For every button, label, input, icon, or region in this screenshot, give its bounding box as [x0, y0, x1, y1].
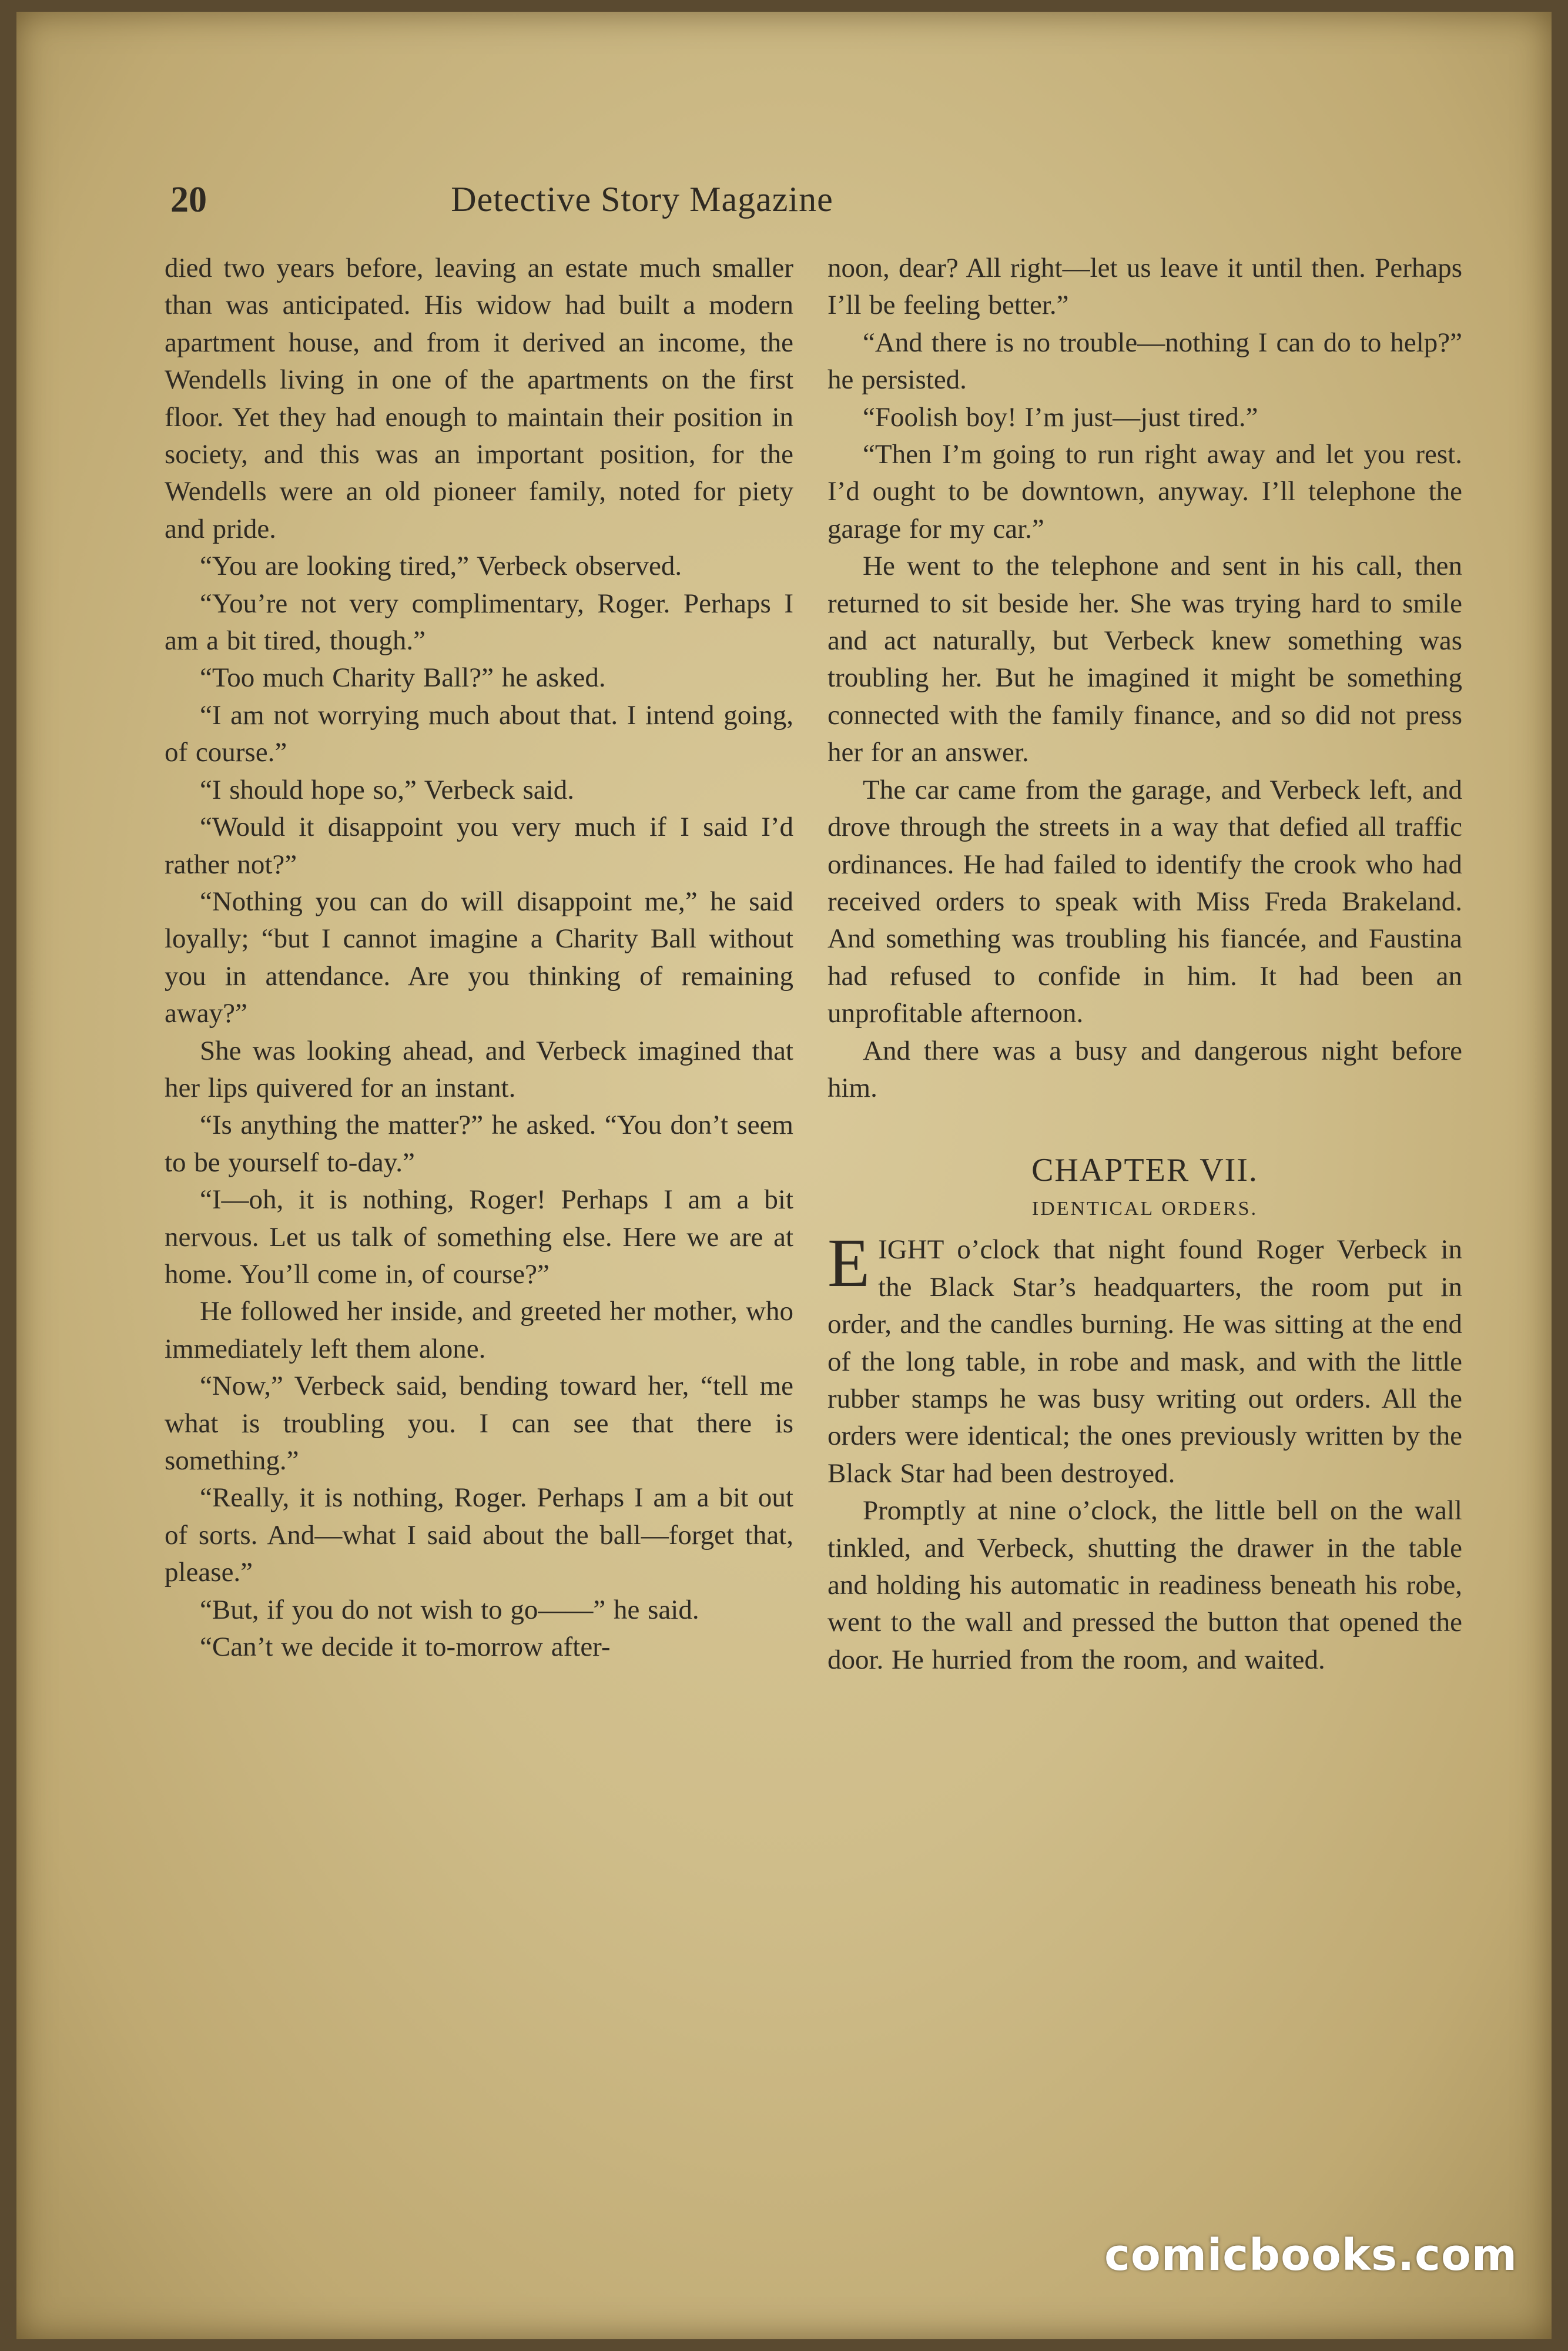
magazine-page — [16, 12, 1552, 2339]
paragraph: “But, if you do not wish to go——” he said. — [200, 1594, 699, 1625]
paragraph: “I am not worrying much about that. I intend going, of course.” — [165, 699, 793, 768]
chapter-title: CHAPTER VII. — [1031, 1152, 1258, 1189]
paragraph: “Nothing you can do will disappoint me,” he said loyally; “but I cannot imagine a Charity Ball without you in attendance. Are you thinking of remaining away?” — [165, 886, 793, 1029]
paragraph: died two years before, leaving an estate much smaller than was anticipated. His widow had built a modern apartment house, and from it derived an income, the Wendells living in one of the apartments on the first floor. Yet they had enough to maintain their position in society, and this was an important position, for the Wendells were an old pioneer family, noted for piety and pride. — [165, 253, 793, 544]
paragraph: “You’re not very complimentary, Roger. Perhaps I am a bit tired, though.” — [165, 588, 793, 657]
paragraph: “I—oh, it is nothing, Roger! Perhaps I am a bit nervous. Let us talk of something else. Here we are at home. You’ll come in, of course?” — [165, 1184, 793, 1290]
paragraph: The car came from the garage, and Verbeck left, and drove through the streets in a way that defied all traffic ordinances. He had failed to identify the crook who had received orders to speak with Miss Freda Brakeland. And something was troubling his fiancée, and Faustina had refused to confide in him. It had been an unprofitable afternoon. — [827, 774, 1462, 1029]
paragraph: noon, dear? All right—let us leave it until then. Perhaps I’ll be feeling better.” — [827, 253, 1462, 321]
paragraph: “Can’t we decide it to-morrow after- — [200, 1632, 611, 1663]
paragraph: He followed her inside, and greeted her mother, who immediately left them alone. — [165, 1296, 793, 1364]
left-column — [165, 250, 793, 1666]
chapter-subtitle: IDENTICAL ORDERS. — [1031, 1198, 1258, 1220]
paragraph: Promptly at nine o’clock, the little bell on the wall tinkled, and Verbeck, shutting the drawer in the table and holding his automatic in readiness beneath his robe, went to the wall and pressed the button that opened the door. He hurried from the room, and waited. — [827, 1495, 1462, 1675]
paragraph: “Then I’m going to run right away and let you rest. I’d ought to be downtown, anyway. I’ll telephone the garage for my car.” — [827, 439, 1462, 544]
paragraph: She was looking ahead, and Verbeck imagined that her lips quivered for an instant. — [165, 1035, 793, 1103]
right-column — [827, 250, 1462, 1679]
chapter-opening-text: IGHT o’clock that night found Roger Verbeck in the Black Star’s headquarters, the room put in order, and the candles burning. He was sitting at the end of the long table, in robe and mask, and with the little rubber stamps he was busy writing out orders. All the orders were identical; the ones previously written by the Black Star had been destroyed. — [827, 1234, 1462, 1489]
magazine-title: Detective Story Magazine — [451, 180, 833, 219]
paragraph: “Really, it is nothing, Roger. Perhaps I am a bit out of sorts. And—what I said about the ball—forget that, please.” — [165, 1482, 793, 1588]
page-number: 20 — [170, 180, 207, 220]
chapter-heading — [827, 1148, 1462, 1225]
paragraph: “And there is no trouble—nothing I can do to help?” he persisted. — [827, 327, 1462, 396]
paragraph: “I should hope so,” Verbeck said. — [200, 774, 574, 805]
drop-cap: E — [827, 1224, 870, 1302]
paragraph: And there was a busy and dangerous night before him. — [827, 1035, 1462, 1103]
paragraph: “Is anything the matter?” he asked. “You don’t seem to be yourself to-day.” — [165, 1110, 793, 1178]
paragraph: “Too much Charity Ball?” he asked. — [200, 662, 606, 694]
paragraph: “Foolish boy! I’m just—just tired.” — [863, 401, 1258, 433]
running-head — [170, 179, 1067, 226]
watermark: comicbooks.com — [1104, 2230, 1517, 2280]
paragraph: “Would it disappoint you very much if I said I’d rather not?” — [165, 812, 793, 880]
chapter-opening-paragraph — [827, 1224, 1462, 1492]
paragraph: “Now,” Verbeck said, bending toward her, “tell me what is troubling you. I can see that there is something.” — [165, 1371, 793, 1476]
paragraph: He went to the telephone and sent in his call, then returned to sit beside her. She was trying hard to smile and act naturally, but Verbeck knew something was troubling her. But he imagined it might be something connected with the family finance, and so did not press her for an answer. — [827, 551, 1462, 768]
paragraph: “You are looking tired,” Verbeck observed. — [200, 551, 682, 582]
